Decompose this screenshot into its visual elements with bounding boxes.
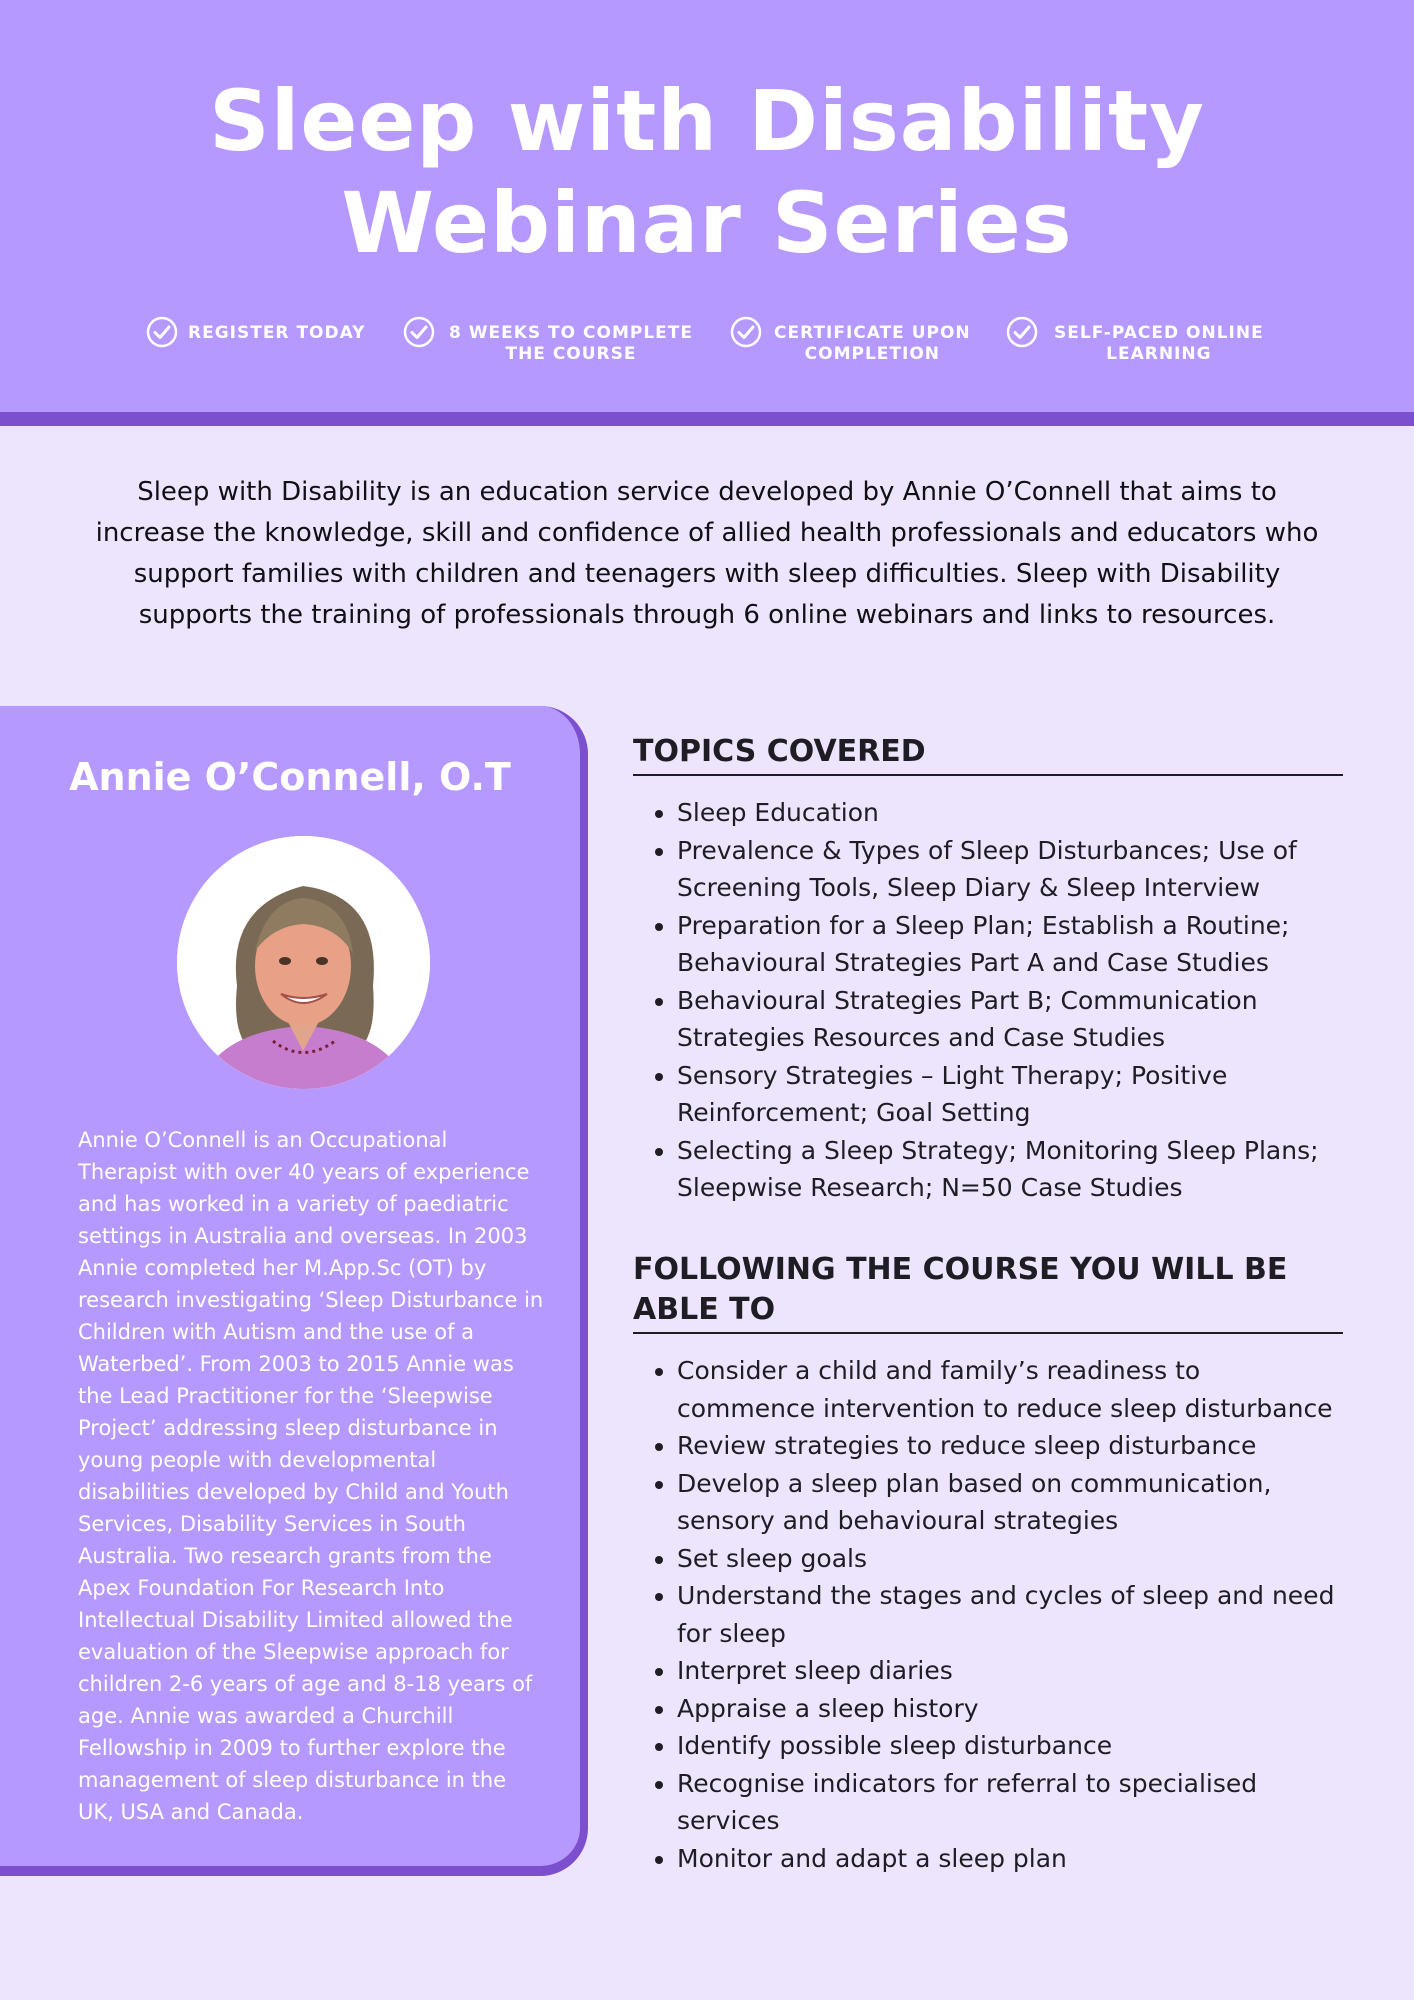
feature-label xyxy=(1054,323,1264,365)
list-item: • Consider a child and family’s readiness to commence intervention to reduce sleep disturbance xyxy=(677,1352,1343,1427)
list-item: • Interpret sleep diaries xyxy=(677,1652,1343,1690)
page-title xyxy=(0,70,1414,274)
feature-label-line: THE COURSE xyxy=(505,344,637,364)
intro-paragraph: Sleep with Disability is an education service developed by Annie O’Connell that aims to increase the knowledge, skill and confidence of allied health professionals and educators who support families with children and teenagers with sleep difficulties. Sleep with Disability supports the training of professionals through 6 online webinars and links to resources. xyxy=(95,477,1319,630)
topics-list xyxy=(633,794,1343,1207)
outcomes-list xyxy=(633,1352,1343,1877)
list-item: • Appraise a sleep history xyxy=(677,1690,1343,1728)
topics-section xyxy=(633,732,1343,1207)
list-item: • Recognise indicators for referral to specialised services xyxy=(677,1765,1343,1840)
list-item: • Sensory Strategies – Light Therapy; Positive Reinforcement; Goal Setting xyxy=(677,1057,1343,1132)
presenter-bio: Annie O’Connell is an Occupational Therapist with over 40 years of experience and has worked in a variety of paediatric settings in Australia and overseas. In 2003 Annie completed her M.App.Sc (OT) by research investigating ‘Sleep Disturbance in Children with Autism and the use of a Waterbed’. From 2003 to 2015 Annie was the Lead Practitioner for the ‘Sleepwise Project’ addressing sleep disturbance in young people with developmental disabilities developed by Child and Youth Services, Disability Services in South Australia. Two research grants from the Apex Foundation For Research Into Intellectual Disability Limited allowed the evaluation of the Sleepwise approach for children 2-6 years of age and 8-18 years of age. Annie was awarded a Churchill Fellowship in 2009 to further explore the management of sleep disturbance in the UK, USA and Canada. xyxy=(78,1128,544,1824)
list-item: • Preparation for a Sleep Plan; Establish a Routine; Behavioural Strategies Part A and Case Studies xyxy=(677,907,1343,982)
feature-label-line: REGISTER TODAY xyxy=(188,323,366,343)
list-item: • Review strategies to reduce sleep disturbance xyxy=(677,1427,1343,1465)
presenter-card xyxy=(0,706,588,1876)
topics-title: TOPICS COVERED xyxy=(633,732,1343,776)
feature-label-line: COMPLETION xyxy=(804,344,941,364)
list-item: • Develop a sleep plan based on communication, sensory and behavioural strategies xyxy=(677,1465,1343,1540)
feature-label xyxy=(449,323,693,365)
title-line-2: Webinar Series xyxy=(341,174,1073,272)
feature-self-paced xyxy=(1006,314,1264,364)
check-circle-icon xyxy=(1006,316,1038,348)
check-circle-icon xyxy=(730,316,762,348)
presenter-photo xyxy=(177,836,430,1089)
list-item: • Understand the stages and cycles of sleep and need for sleep xyxy=(677,1577,1343,1652)
list-item: • Monitor and adapt a sleep plan xyxy=(677,1840,1343,1878)
feature-label xyxy=(188,323,365,344)
list-item: • Selecting a Sleep Strategy; Monitoring Sleep Plans; Sleepwise Research; N=50 Case Studies xyxy=(677,1132,1343,1207)
feature-label-line: CERTIFICATE UPON xyxy=(774,323,971,343)
list-item: • Sleep Education xyxy=(677,794,1343,832)
feature-duration xyxy=(403,314,693,364)
feature-label-line: LEARNING xyxy=(1106,344,1212,364)
list-item: • Set sleep goals xyxy=(677,1540,1343,1578)
portrait-illustration xyxy=(177,836,430,1089)
feature-label xyxy=(774,323,971,365)
title-line-1: Sleep with Disability xyxy=(209,72,1205,170)
list-item: • Behavioural Strategies Part B; Communication Strategies Resources and Case Studies xyxy=(677,982,1343,1057)
outcomes-title: FOLLOWING THE COURSE YOU WILL BE ABLE TO xyxy=(633,1250,1343,1334)
list-item: • Identify possible sleep disturbance xyxy=(677,1727,1343,1765)
presenter-name: Annie O’Connell, O.T xyxy=(69,755,511,799)
check-circle-icon xyxy=(146,316,178,348)
feature-register xyxy=(146,314,365,364)
feature-label-line: 8 WEEKS TO COMPLETE xyxy=(449,323,693,343)
check-circle-icon xyxy=(403,316,435,348)
outcomes-section xyxy=(633,1250,1343,1877)
list-item: • Prevalence & Types of Sleep Disturbances; Use of Screening Tools, Sleep Diary & Sleep Interview xyxy=(677,832,1343,907)
feature-label-line: SELF-PACED ONLINE xyxy=(1054,323,1264,343)
header-banner xyxy=(0,0,1414,426)
feature-certificate xyxy=(730,314,971,364)
